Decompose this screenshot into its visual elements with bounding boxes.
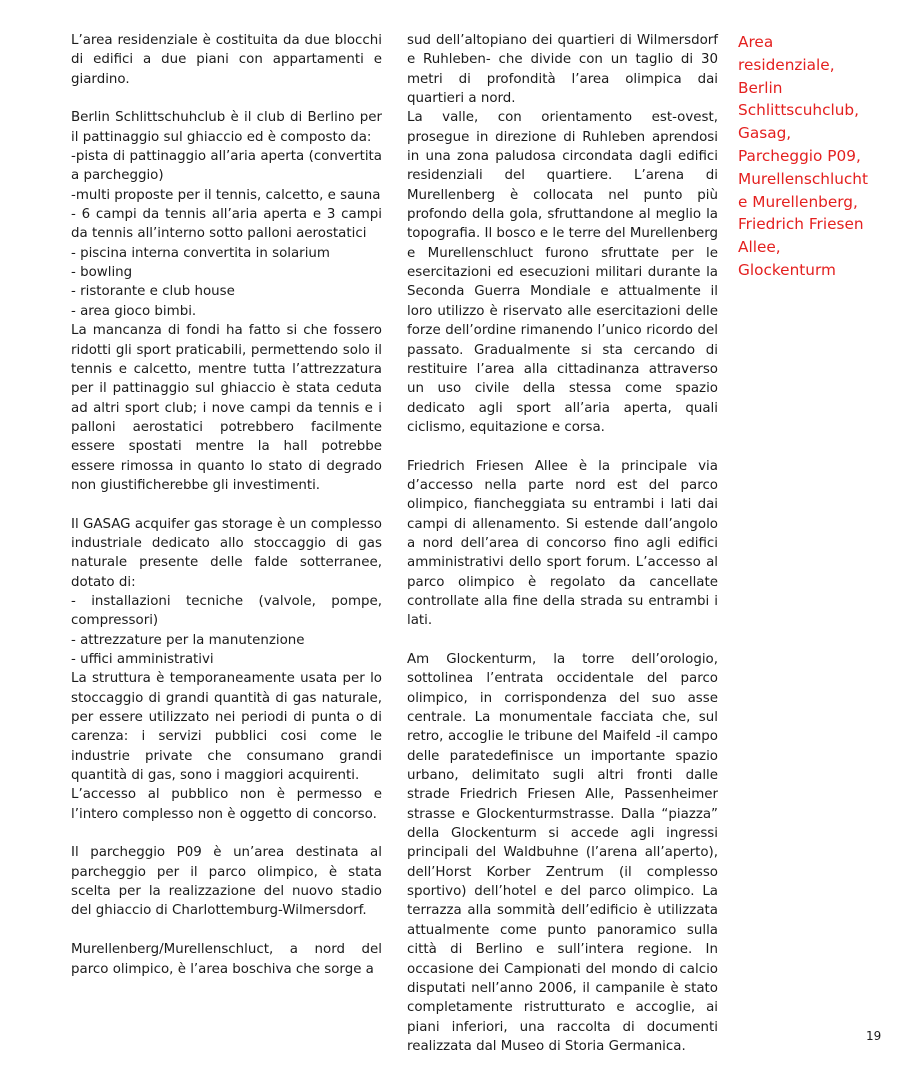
sidenote-line: Berlin [738,78,783,97]
paragraph-murellenberg-cont: sud dell’altopiano dei quartieri di Wilmersdorf e Ruhleben- che divide con un taglio di 30 metri di profondità l’area olimpica dai quartieri a nord. La valle, con orientamento est-ovest, prosegue in direzione di Ruhleben aprendosi in una zona paludosa circondata dagli edifici residenziali del quartiere. L’arena di Murellenberg è collocata nel punto più profondo della gola, sfruttandone al meglio la topografia. Il bosco e le terre del Murellenberg e Murellenschluct furono sfruttate per le esercitazioni ed esecuzioni militari durante la Seconda Guerra Mondiale e attualmente il loro utilizzo è riservato alle esercitazioni delle forze dell’ordine rimanendo l’unico ricordo del passato. Gradualmente si sta cercando di restituire l’area alla cittadinanza attraverso un uso civile della stessa come spazio dedicato agli sport all’aria aperta, quali ciclismo, equitazione e corsa. [407,33,718,435]
sidenote-line: e Murellenberg, [738,192,858,211]
paragraph-friedrich-friesen-allee: Friedrich Friesen Allee è la principale via d’accesso nella parte nord est del parco olimpico, fiancheggiata su entrambi i lati dai campi di allenamento. Si estende dall’angolo a nord dell’area di concorso fino agli edifici amministrativi dello sport forum. L’accesso al parco olimpico è regolato da cancellate controllate alla fine della strada su entrambi i lati. [407,458,718,629]
sidenote-line: Schlittscuhclub, [738,101,860,120]
margin-sidenote [738,31,888,282]
page-number: 19 [866,1029,882,1043]
sidenote-line: Friedrich Friesen [738,215,864,234]
paragraph-glockenturm: Am Glockenturm, la torre dell’orologio, sottolinea l’entrata occidentale del parco olimpico, in corrispondenza del suo asse centrale. La monumentale facciata che, sul retro, accoglie le tribune del Maifeld -il campo delle paratedefinisce un importante spazio urbano, delimitato sugli altri fronti dalle strade Friedrich Friesen Alle, Passenheimer strasse e Glockenturmstrasse. Dalla “piazza” della Glockenturm si accede agli ingressi principali del Waldbuhne (l’arena all’aperto), dell’Horst Korber Zentrum (il complesso sportivo) dell’hotel e del parco olimpico. La terrazza alla sommità dell’edificio è utilizzata attualmente come punto panoramico sulla città di Berlino e sull’intera regione. In occasione dei Campionati del mondo di calcio disputati nell’anno 2006, il campanile è stato completamente ristrutturato e accoglie, ai piani inferiori, una raccolta di documenti realizzata dal Museo di Storia Germanica. [407,652,718,1054]
sidenote-line: Murellenschlucht [738,169,868,188]
paragraph-gasag: Il GASAG acquifer gas storage è un complesso industriale dedicato allo stoccaggio di gas naturale presente delle falde sotterranee, dotato di: - installazioni tecniche (valvole, pompe, compressori) - attrezzature per la manutenzione - uffici amministrativi La struttura è temporaneamente usata per lo stoccaggio di grandi quantità di gas naturale, per essere utilizzato nei periodi di punta o di carenza: i servizi pubblici cosi come le industrie private che consumano grandi quantità di gas, sono i maggiori acquirenti. L’accesso al pubblico non è permesso e l’intero complesso non è oggetto di concorso. [71,516,382,822]
right-text-column [407,31,718,1056]
paragraph-parking-p09: Il parcheggio P09 è un’area destinata al parcheggio per il parco olimpico, è stata scelta per la realizzazione del nuovo stadio del ghiaccio di Charlottemburg-Wilmersdorf. [71,845,382,919]
paragraph-murellenberg-start: Murellenberg/Murellenschluct, a nord del parco olimpico, è l’area boschiva che sorge a [71,942,382,977]
left-text-column [71,31,382,979]
sidenote-line: Area [738,33,774,51]
sidenote-line: Parcheggio P09, [738,146,861,165]
sidenote-line: Glockenturm [738,260,836,279]
sidenote-line: residenziale, [738,55,835,74]
sidenote-line: Allee, [738,238,781,257]
paragraph-schlittschuhclub: Berlin Schlittschuhclub è il club di Berlino per il pattinaggio sul ghiaccio ed è composto da: -pista di pattinaggio all’aria aperta (convertita a parcheggio) -multi proposte per il tennis, calcetto, e sauna - 6 campi da tennis all’aria aperta e 3 campi da tennis all’interno sotto palloni aerostatici - piscina interna convertita in solarium - bowling - ristorante e club house - area gioco bimbi. La mancanza di fondi ha fatto si che fossero ridotti gli sport praticabili, permettendo solo il tennis e calcetto, mentre tutta l’attrezzatura per il pattinaggio sul ghiaccio è stata ceduta ad altri sport club; i nove campi da tennis e i palloni aerostatici potrebbero facilmente essere spostati mentre la hall potrebbe essere rimossa in quanto lo stato di degrado non giustificherebbe gli investimenti. [71,110,382,493]
sidenote-line: Gasag, [738,124,792,143]
paragraph-residential-area: L’area residenziale è costituita da due blocchi di edifici a due piani con appartamenti e giardino. [71,33,382,87]
